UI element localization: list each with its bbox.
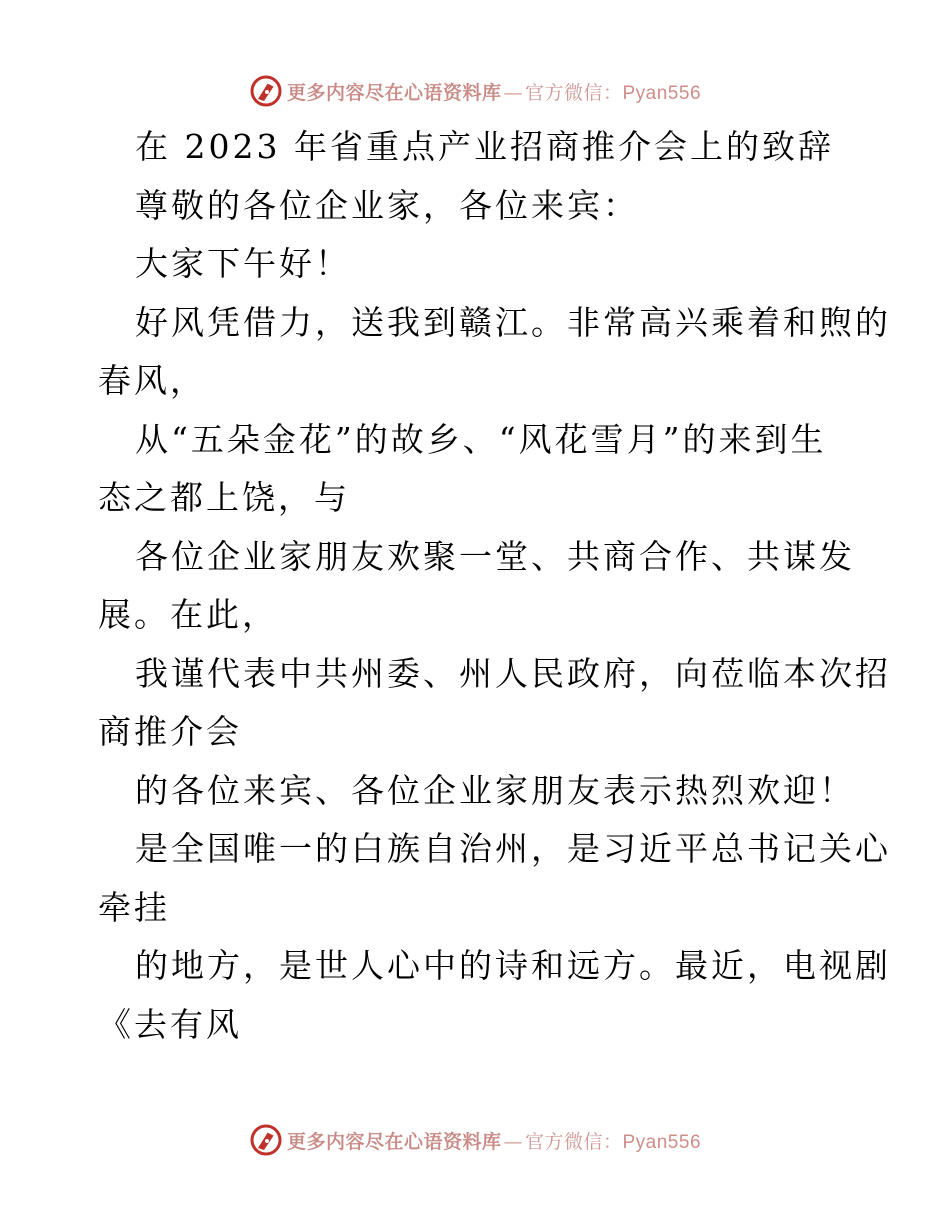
text-line: 各位企业家朋友欢聚一堂、共商合作、共谋发 [135, 536, 855, 576]
watermark-text [287, 1127, 701, 1154]
text-line: 的地方，是世人心中的诗和远方。最近，电视剧 [135, 946, 891, 985]
text-line: 《去有风 [98, 1004, 242, 1044]
watermark-account: Pyan556 [622, 1131, 702, 1153]
pen-nib-logo-icon [249, 74, 283, 108]
text-line: 春风， [98, 361, 206, 400]
text-line: 尊敬的各位企业家，各位来宾： [135, 185, 639, 225]
text-line: 是全国唯一的白族自治州，是习近平总书记关心 [135, 829, 891, 868]
text-line: 从“五朵金花”的故乡、“风花雪月”的来到生 [135, 419, 827, 459]
watermark-dash: — [503, 1130, 523, 1153]
watermark-main: 更多内容尽在心语资料库 [286, 1130, 502, 1153]
watermark-label: 官方微信： [524, 1130, 623, 1153]
pen-nib-logo-icon [249, 1123, 283, 1157]
text-line: 我谨代表中共州委、州人民政府，向莅临本次招 [135, 653, 891, 693]
footer-watermark [0, 1120, 950, 1160]
text-line: 大家下午好！ [135, 244, 351, 283]
text-line: 商推介会 [98, 712, 242, 751]
header-watermark [0, 71, 950, 111]
text-line: 在 2023 年省重点产业招商推介会上的致辞 [135, 127, 834, 166]
text-line: 态之都上饶，与 [98, 478, 350, 517]
text-line: 好风凭借力，送我到赣江。非常高兴乘着和煦的 [135, 302, 891, 342]
watermark-main: 更多内容尽在心语资料库 [286, 81, 502, 104]
watermark-label: 官方微信： [524, 81, 623, 104]
text-line: 展。在此， [98, 595, 278, 634]
speech-text [98, 118, 891, 1054]
watermark-dash: — [503, 81, 523, 104]
text-line: 牵挂 [98, 887, 170, 927]
text-line: 的各位来宾、各位企业家朋友表示热烈欢迎！ [135, 770, 855, 810]
watermark-text [287, 78, 701, 105]
watermark-account: Pyan556 [622, 82, 702, 104]
